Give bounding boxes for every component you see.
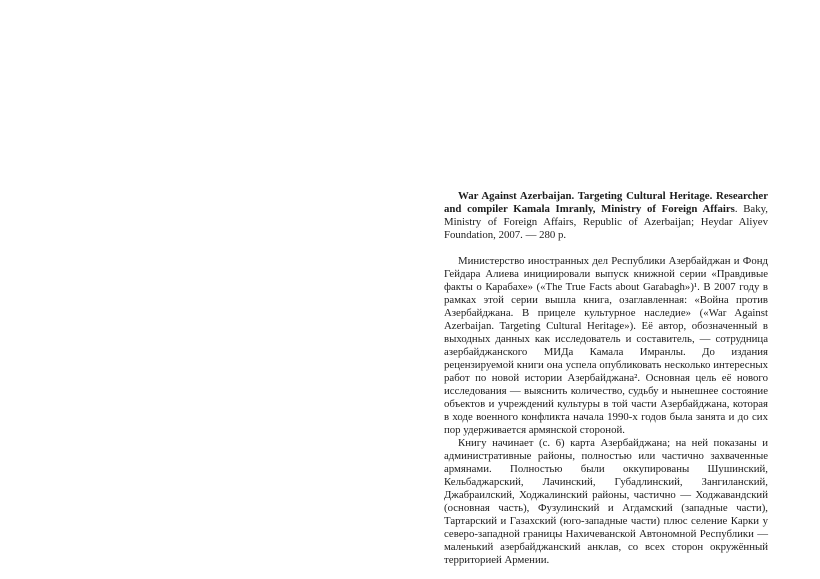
reference-imprint: . Baky, Ministry of Foreign Affairs, Republic of Azerbaijan; Heydar Aliyev Foundation, 2007. — 280 p.: [444, 203, 769, 241]
book-review-text-block: [444, 190, 768, 567]
review-paragraph-2: Книгу начинает (с. 6) карта Азербайджана; на ней показаны и административные районы, полностью или частично захваченные армянами. Полностью были оккупированы Шушинский, Кельбаджарский, Лачинский, Губадлинский, Зангиланский, Джабраилский, Ходжалинский районы, частично — Ходжавандский (основная часть), Фузулинский и Агдамский (западные части), Тартарский и Газахский (юго-западные части) плюс селение Карки у северо-западной границы Нахичеванской Автономной Республики — маленький азербайджанский анклав, со всех сторон окружённый территорией Армении.: [444, 437, 768, 566]
reference-title-and-compiler: War Against Azerbaijan. Targeting Cultural Heritage. Researcher and compiler Kamala Imranly, Ministry of Foreign Affairs: [444, 190, 768, 215]
review-paragraph-1: Министерство иностранных дел Республики Азербайджан и Фонд Гейдара Алиева инициировали выпуск книжной серии «Правдивые факты о Карабахе» («The True Facts about Garabagh»)¹. В 2007 году в рамках этой серии вышла книга, озаглавленная: «Война против Азербайджана. В прицеле культурное наследие» («War Against Azerbaijan. Targeting Cultural Heritage»). Её автор, обозначенный в выходных данных как исследователь и составитель, — сотрудница азербайджанского МИДа Камала Имранлы. До издания рецензируемой книги она успела опубликовать несколько интересных работ по новой истории Азербайджана². Основная цель её нового исследования — выяснить количество, судьбу и нынешнее состояние объектов и учреждений культуры в той части Азербайджана, которая в ходе военного конфликта начала 1990-х годов была занята и до сих пор удерживается армянской стороной.: [444, 255, 768, 436]
bibliographic-reference: [444, 190, 768, 242]
